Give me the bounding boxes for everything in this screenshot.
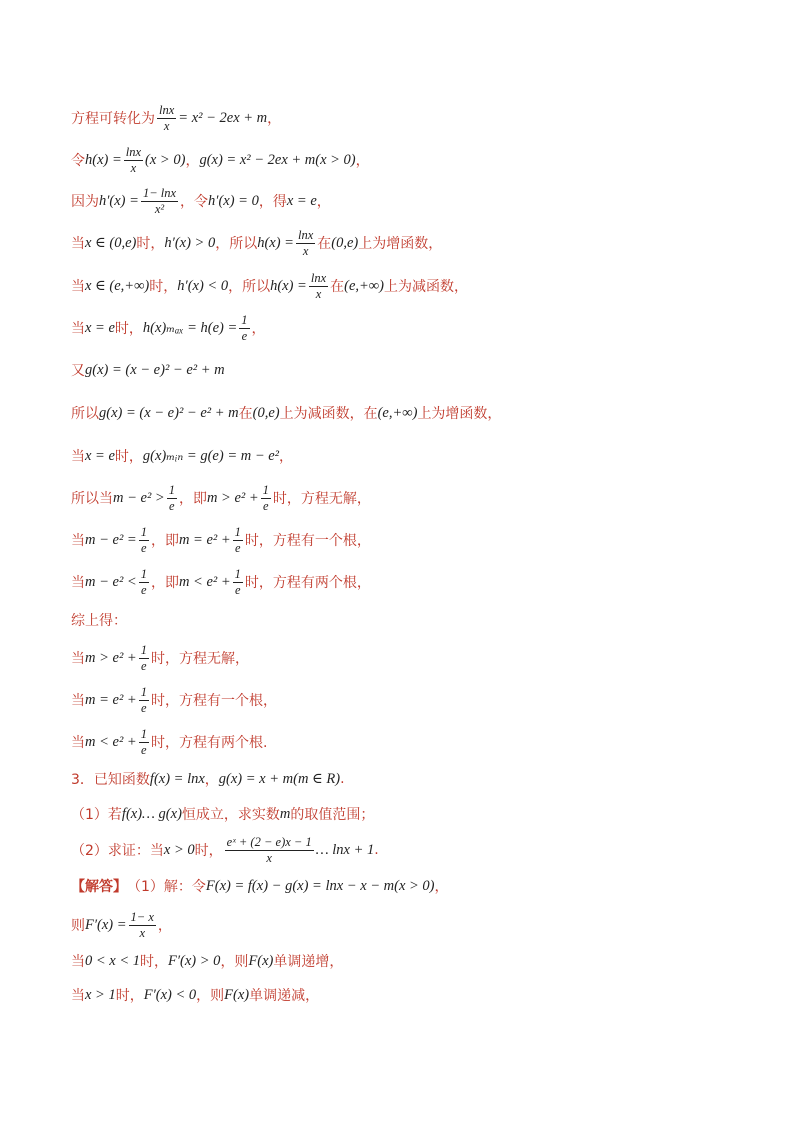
fraction	[309, 272, 328, 300]
math-expression: m − e² =	[85, 531, 137, 548]
chinese-text: 当	[71, 449, 85, 465]
text-line-1	[71, 103, 281, 133]
fraction-numerator: lnx	[297, 228, 314, 242]
fraction-numerator: lnx	[159, 103, 175, 117]
math-expression: h(x) =	[85, 151, 122, 168]
chinese-text: 时，	[140, 954, 169, 970]
chinese-text: ，即	[178, 491, 207, 507]
text-line-2	[71, 145, 370, 175]
fraction	[139, 526, 149, 554]
math-expression: h′(x) = 0	[208, 192, 259, 209]
math-expression: m	[279, 805, 291, 822]
math-expression: h(x) =	[270, 277, 307, 294]
chinese-text: ，即	[150, 533, 179, 549]
chinese-text: 方程可转化为	[71, 111, 155, 127]
text-line-11	[71, 525, 371, 555]
fraction-numerator: 1	[140, 727, 147, 741]
chinese-text: 令	[71, 153, 85, 169]
text-line-7	[71, 355, 225, 385]
math-expression: g(x) = x² − 2ex + m(x > 0)	[199, 151, 356, 168]
math-expression: m = e² +	[178, 531, 231, 548]
math-expression: F′(x) < 0	[143, 986, 197, 1003]
chinese-text: （2）求证：当	[71, 843, 164, 859]
chinese-text: 在	[330, 279, 345, 295]
chinese-text: 时，	[136, 236, 165, 252]
fraction-denominator: e	[141, 658, 147, 673]
math-expression: x > 1	[85, 986, 116, 1003]
chinese-text: 恒成立，求实数	[181, 807, 280, 823]
math-expression: 0 < x < 1	[85, 952, 141, 969]
answer-label: 【解答】	[71, 879, 127, 895]
math-expression: x = e	[85, 447, 115, 464]
math-expression: m − e² >	[113, 489, 165, 506]
fraction-numerator: eˣ + (2 − e)x − 1	[226, 835, 312, 849]
chinese-text: .	[340, 771, 345, 787]
chinese-text: 在	[238, 406, 253, 422]
chinese-text: 所以当	[71, 491, 113, 507]
math-expression: h(x) =	[257, 234, 294, 251]
fraction-numerator: 1	[140, 685, 147, 699]
math-expression: h′(x) =	[99, 192, 139, 209]
math-expression: F(x)	[224, 986, 250, 1003]
chinese-text: ，	[204, 772, 219, 788]
fraction-numerator: 1	[140, 567, 147, 581]
chinese-text: 在	[317, 236, 332, 252]
fraction	[233, 526, 243, 554]
chinese-text: 则	[71, 918, 85, 934]
fraction-numerator: 1	[234, 567, 241, 581]
fraction-numerator: lnx	[125, 145, 142, 159]
fraction-numerator: 1	[262, 483, 269, 497]
math-expression: h(x)ₘₐₓ = h(e) =	[142, 319, 238, 336]
fraction-denominator: e	[141, 582, 147, 597]
chinese-text: 当	[71, 954, 85, 970]
chinese-text: ，	[267, 111, 282, 127]
chinese-text: 又	[71, 363, 85, 379]
math-expression: (0,e)	[252, 404, 280, 421]
chinese-text: 时，方程无解，	[150, 651, 249, 667]
math-expression: x = e	[85, 319, 115, 336]
math-expression: F′(x) > 0	[168, 952, 221, 969]
chinese-text: .	[374, 842, 379, 858]
text-line-10	[71, 483, 371, 513]
text-line-22	[71, 946, 343, 976]
chinese-text: （1）若	[71, 807, 122, 823]
fraction	[139, 728, 149, 756]
fraction	[239, 314, 249, 342]
chinese-text: ，所以	[228, 279, 271, 295]
fraction-numerator: 1	[140, 643, 147, 657]
chinese-text: 时，	[194, 843, 223, 859]
math-expression: m − e² <	[85, 573, 137, 590]
chinese-text: 上为减函数，	[383, 279, 468, 295]
fraction-denominator: e	[141, 700, 147, 715]
math-expression: x ∈ (0,e)	[85, 234, 137, 251]
chinese-text: 当	[71, 988, 85, 1004]
chinese-text: ，	[251, 321, 266, 337]
math-expression: g(x)ₘᵢₙ = g(e) = m − e²	[142, 447, 280, 464]
text-line-18	[71, 799, 374, 829]
chinese-text: 当	[71, 236, 85, 252]
text-line-4	[71, 228, 442, 258]
chinese-text: 因为	[71, 194, 99, 210]
math-expression: x = e	[286, 192, 317, 209]
chinese-text: ，	[185, 153, 200, 169]
fraction-numerator: 1	[168, 483, 175, 497]
math-expression: (e,+∞)	[344, 277, 384, 294]
math-expression: … lnx + 1	[315, 841, 375, 858]
chinese-text: ，所以	[215, 236, 258, 252]
chinese-text: ，则	[220, 954, 249, 970]
math-expression: F′(x) =	[85, 916, 127, 933]
fraction-numerator: 1	[241, 313, 248, 327]
fraction	[141, 187, 178, 215]
fraction-denominator: x	[315, 286, 322, 301]
chinese-text: 时，方程无解，	[272, 491, 371, 507]
fraction	[296, 229, 315, 257]
chinese-text: 3．已知函数	[71, 772, 150, 788]
chinese-text: 时，	[149, 279, 178, 295]
fraction-denominator: x	[130, 160, 137, 175]
math-expression: f(x)… g(x)	[121, 805, 182, 822]
fraction-denominator: e	[263, 498, 269, 513]
text-line-14	[71, 643, 249, 673]
chinese-text: 上为增函数，	[358, 236, 443, 252]
chinese-text: 时，	[114, 321, 143, 337]
text-line-9	[71, 441, 293, 471]
chinese-text: 上为增函数，	[417, 406, 502, 422]
math-expression: h′(x) < 0	[177, 277, 229, 294]
fraction-denominator: e	[141, 540, 147, 555]
fraction-denominator: e	[141, 742, 147, 757]
fraction	[225, 836, 314, 864]
text-line-13	[71, 605, 127, 635]
chinese-text: ，	[157, 918, 172, 934]
math-expression: g(x) = x + m(m ∈ R)	[218, 770, 341, 787]
math-expression: x > 0	[163, 841, 195, 858]
text-line-17	[71, 764, 345, 794]
chinese-text: 上为减函数，在	[279, 406, 378, 422]
fraction	[124, 146, 143, 174]
text-line-19	[71, 835, 379, 865]
text-line-12	[71, 567, 371, 597]
text-line-8	[71, 398, 501, 428]
text-line-23	[71, 980, 319, 1010]
chinese-text: 时，方程有两个根.	[150, 735, 268, 751]
chinese-text: 当	[71, 575, 85, 591]
fraction	[139, 568, 149, 596]
fraction-denominator: x	[302, 243, 309, 258]
fraction-denominator: x	[266, 850, 272, 865]
chinese-text: 的取值范围；	[290, 807, 375, 823]
text-line-5	[71, 271, 468, 301]
fraction-numerator: 1	[234, 525, 241, 539]
fraction-denominator: e	[235, 540, 241, 555]
chinese-text: 时，	[115, 988, 144, 1004]
math-expression: f(x) = lnx	[149, 770, 205, 787]
fraction-numerator: 1− lnx	[142, 186, 177, 200]
fraction-numerator: 1− x	[130, 910, 154, 924]
chinese-text: 综上得：	[71, 613, 127, 629]
fraction	[157, 104, 176, 132]
math-expression: g(x) = (x − e)² − e² + m	[99, 404, 239, 421]
chinese-text: 当	[71, 321, 85, 337]
math-expression: F(x)	[248, 952, 274, 969]
fraction	[233, 568, 243, 596]
chinese-text: ，得	[258, 194, 287, 210]
text-line-16	[71, 727, 267, 757]
chinese-text: ，	[279, 449, 294, 465]
chinese-text: ，	[316, 194, 331, 210]
math-expression: m < e² +	[178, 573, 231, 590]
math-expression: (x > 0)	[145, 151, 186, 168]
chinese-text: 当	[71, 533, 85, 549]
fraction	[261, 484, 271, 512]
chinese-text: 时，方程有两个根，	[244, 575, 371, 591]
chinese-text: ，	[434, 879, 449, 895]
chinese-text: 时，方程有一个根，	[150, 693, 277, 709]
fraction	[129, 911, 156, 939]
math-expression: (0,e)	[331, 234, 359, 251]
fraction-denominator: e	[235, 582, 241, 597]
chinese-text: 所以	[71, 406, 99, 422]
chinese-text: 当	[71, 735, 85, 751]
chinese-text: ，令	[180, 194, 209, 210]
chinese-text: 当	[71, 651, 85, 667]
fraction-denominator: x	[163, 118, 170, 133]
chinese-text: ，	[355, 153, 370, 169]
fraction-denominator: x	[139, 925, 145, 940]
math-expression: m < e² +	[85, 733, 137, 750]
chinese-text: ，则	[196, 988, 225, 1004]
fraction-numerator: lnx	[310, 271, 327, 285]
math-expression: F(x) = f(x) − g(x) = lnx − x − m(x > 0)	[205, 877, 435, 894]
math-expression: g(x) = (x − e)² − e² + m	[85, 361, 225, 378]
fraction	[167, 484, 177, 512]
chinese-text: 时，	[114, 449, 143, 465]
math-expression: h′(x) > 0	[164, 234, 216, 251]
chinese-text: 时，方程有一个根，	[244, 533, 371, 549]
fraction-denominator: e	[169, 498, 175, 513]
fraction-denominator: e	[241, 328, 248, 343]
text-line-15	[71, 685, 277, 715]
chinese-text: 当	[71, 693, 85, 709]
fraction	[139, 686, 149, 714]
chinese-text: （1）解：令	[127, 879, 206, 895]
chinese-text: 单调递减，	[249, 988, 320, 1004]
chinese-text: 当	[71, 279, 85, 295]
fraction-denominator: x²	[154, 201, 165, 216]
text-line-3	[71, 186, 331, 216]
math-expression: (e,+∞)	[377, 404, 418, 421]
math-expression: m > e² +	[85, 649, 137, 666]
fraction	[139, 644, 149, 672]
text-line-21	[71, 910, 172, 940]
math-expression: m > e² +	[206, 489, 259, 506]
math-expression: m = e² +	[85, 691, 137, 708]
math-expression: x ∈ (e,+∞)	[85, 277, 150, 294]
text-line-6	[71, 313, 266, 343]
text-line-20	[71, 871, 449, 901]
math-expression: = x² − 2ex + m	[178, 109, 268, 126]
chinese-text: 单调递增，	[273, 954, 344, 970]
chinese-text: ，即	[150, 575, 179, 591]
fraction-numerator: 1	[140, 525, 147, 539]
